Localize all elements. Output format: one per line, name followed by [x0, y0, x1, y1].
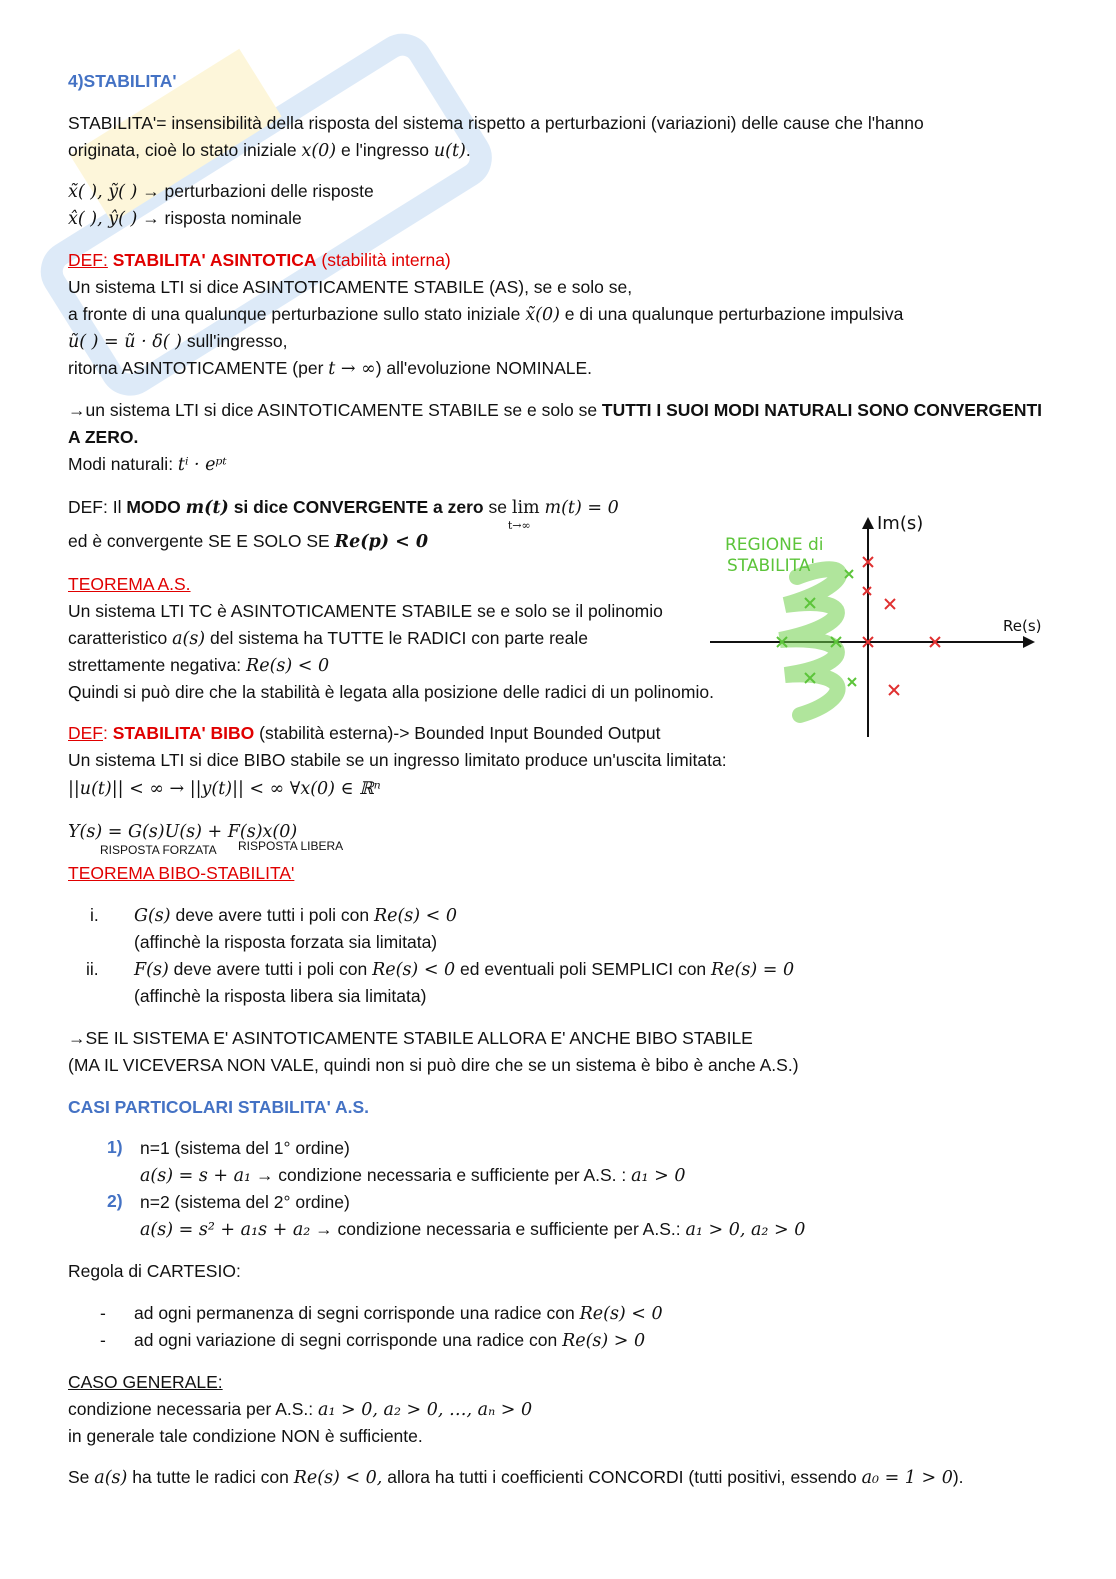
- teorema-bibo-title: TEOREMA BIBO-STABILITA': [68, 863, 295, 883]
- modes-line: A ZERO.: [68, 427, 139, 447]
- intro-line: originata, cioè lo stato iniziale x(0) e l'ingresso u(t).: [68, 140, 471, 161]
- teorema-as-line: Un sistema LTI TC è ASINTOTICAMENTE STABILE se e solo se il polinomio: [68, 601, 663, 621]
- case-item: n=2 (sistema del 2° ordine): [140, 1192, 350, 1212]
- bibo-condition-note: (affinchè la risposta libera sia limitata): [134, 986, 427, 1006]
- pole-marker: [885, 599, 895, 609]
- bibo-definition-heading: DEF: STABILITA' BIBO (stabilità esterna)-> Bounded Input Bounded Output: [68, 723, 661, 743]
- as-def-line: Un sistema LTI si dice ASINTOTICAMENTE STABILE (AS), se e solo se,: [68, 277, 633, 297]
- bibo-condition: F(s) deve avere tutti i poli con Re(s) < 0 ed eventuali poli SEMPLICI con Re(s) = 0: [134, 959, 795, 980]
- as-def-line: ritorna ASINTOTICAMENTE (per t → ∞) all'evoluzione NOMINALE.: [68, 358, 593, 379]
- cartesio-rule: ad ogni permanenza di segni corrisponde una radice con Re(s) < 0: [134, 1303, 663, 1324]
- caso-generale-title: CASO GENERALE:: [68, 1372, 223, 1392]
- teorema-as-line: strettamente negativa: Re(s) < 0: [68, 655, 330, 676]
- cartesio-title: Regola di CARTESIO:: [68, 1261, 241, 1281]
- case-item: n=1 (sistema del 1° ordine): [140, 1138, 350, 1158]
- casi-title: CASI PARTICOLARI STABILITA' A.S.: [68, 1097, 370, 1117]
- generale-line: condizione necessaria per A.S.: a₁ > 0, a₂ > 0, …, aₙ > 0: [68, 1399, 533, 1420]
- teorema-as-line: caratteristico a(s) del sistema ha TUTTE le RADICI con parte reale: [68, 628, 589, 649]
- generale-line: Se a(s) ha tutte le radici con Re(s) < 0, allora ha tutti i coefficienti CONCORDI (tutti positivi, essendo a₀ = 1 > 0).: [68, 1467, 964, 1488]
- stability-region-scribble: [780, 569, 839, 715]
- list-numeral: 2): [107, 1191, 123, 1211]
- modes-line: Modi naturali: tⁱ · eᵖᵗ: [68, 454, 227, 475]
- bullet-dash: -: [100, 1330, 106, 1350]
- bibo-condition: G(s) deve avere tutti i poli con Re(s) < 0: [134, 905, 458, 926]
- unstable-poles: [863, 557, 940, 695]
- case-formula: a(s) = s + a₁ → condizione necessaria e sufficiente per A.S. : a₁ > 0: [140, 1165, 686, 1186]
- as-def-line: a fronte di una qualunque perturbazione sullo stato iniziale x̃(0) e di una qualunque perturbazione impulsiva: [68, 304, 904, 325]
- pole-marker: [889, 685, 899, 695]
- cartesio-rule: ad ogni variazione di segni corrisponde una radice con Re(s) > 0: [134, 1330, 646, 1351]
- stability-region-label: STABILITA': [727, 556, 816, 576]
- bibo-conclusion: (MA IL VICEVERSA NON VALE, quindi non si può dire che se un sistema è bibo è anche A.S.): [68, 1055, 799, 1075]
- forced-response-label: RISPOSTA FORZATA: [100, 843, 217, 857]
- complex-plane-sketch: [705, 505, 1060, 745]
- bullet-dash: -: [100, 1303, 106, 1323]
- intro-line: STABILITA'= insensibilità della risposta del sistema rispetto a perturbazioni (variazioni) delle cause che l'hanno: [68, 113, 924, 133]
- bibo-line: Un sistema LTI si dice BIBO stabile se un ingresso limitato produce un'uscita limitata:: [68, 750, 727, 770]
- bibo-norm-line: ||u(t)|| < ∞ → ||y(t)|| < ∞ ∀x(0) ∈ ℝⁿ: [68, 779, 381, 799]
- perturbation-line: x̃( ), ỹ( ) → perturbazioni delle risposte: [68, 181, 374, 202]
- imag-axis-arrow: [862, 517, 874, 529]
- list-numeral: i.: [90, 905, 99, 925]
- output-equation: Y(s) = G(s)U(s) + F(s)x(0): [68, 822, 298, 842]
- nominal-line: x̂( ), ŷ( ) → risposta nominale: [68, 208, 302, 229]
- as-definition-heading: DEF: STABILITA' ASINTOTICA (stabilità interna): [68, 250, 451, 270]
- list-numeral: 1): [107, 1137, 123, 1157]
- as-def-line: ũ( ) = ũ · δ( ) sull'ingresso,: [68, 331, 288, 352]
- teorema-as-line: Quindi si può dire che la stabilità è legata alla posizione delle radici di un polinomio.: [68, 682, 714, 702]
- bibo-conclusion: →SE IL SISTEMA E' ASINTOTICAMENTE STABILE ALLORA E' ANCHE BIBO STABILE: [68, 1028, 753, 1048]
- section-title: 4)STABILITA': [68, 71, 177, 91]
- list-numeral: ii.: [86, 959, 99, 979]
- real-axis-arrow: [1023, 636, 1035, 648]
- re-axis-label: Re(s): [1003, 617, 1042, 635]
- modes-line: →un sistema LTI si dice ASINTOTICAMENTE STABILE se e solo se TUTTI I SUOI MODI NATURALI SONO CONVERGENTI: [68, 400, 1043, 420]
- mode-definition: DEF: Il MODO m(t) si dice CONVERGENTE a zero se lim t→∞ m(t) = 0: [68, 497, 619, 532]
- case-formula: a(s) = s² + a₁s + a₂ → condizione necessaria e sufficiente per A.S.: a₁ > 0, a₂ > 0: [140, 1219, 806, 1240]
- bibo-condition-note: (affinchè la risposta forzata sia limitata): [134, 932, 438, 952]
- mode-definition: ed è convergente SE E SOLO SE Re(p) < 0: [68, 531, 429, 552]
- im-axis-label: Im(s): [877, 513, 924, 534]
- teorema-as-title: TEOREMA A.S.: [68, 574, 191, 594]
- free-response-label: RISPOSTA LIBERA: [238, 839, 344, 853]
- generale-line: in generale tale condizione NON è sufficiente.: [68, 1426, 423, 1446]
- stable-pole-marker: [848, 678, 856, 686]
- stability-region-label: REGIONE di: [725, 535, 824, 555]
